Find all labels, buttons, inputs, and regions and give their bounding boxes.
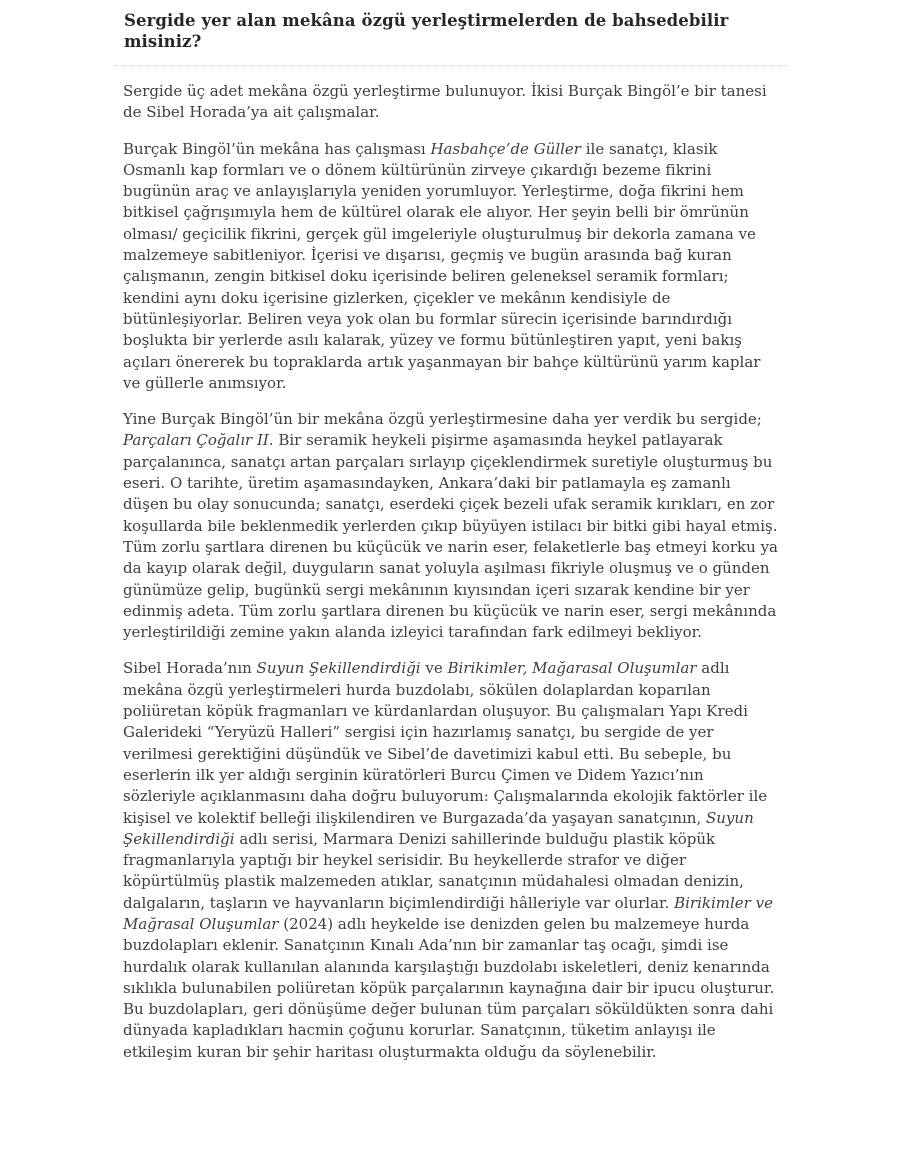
artwork-title-text: Hasbahçe’de Güller <box>430 139 581 158</box>
paragraph-text-segment: Burçak Bingöl’ün mekâna has çalışması <box>123 139 431 158</box>
paragraph-text-segment: . Bir seramik heykeli pişirme aşamasında heykel patlayarak parçalanınca, sanatçı artan parçaları sırlayıp çiçeklendirmek suretiyle oluşturmuş bu eseri. O tarihte, üretim aşamasındayken, Ankara’daki bir patlamayla eş zamanlı düşen bu olay sonucunda; sanatçı, eserdeki çiçek bezeli ufak seramik kırıkları, en zor koşullarda bile beklenmedik yerlerden çıkıp büyüyen istilacı bir bitki gibi hayal etmiş. Tüm zorlu şartlara direnen bu küçücük ve narin eser, felaketlerle baş etmeyi korku ya da kayıp olarak değil, duyguların sanat yoluyla aşılması fikriyle oluşmuş ve o günden günümüze gelip, bugünkü sergi mekânının kıyısından içeri sızarak kendine bir yer edinmiş adeta. Tüm zorlu şartlara direnen bu küçücük ve narin eser, sergi mekânında yerleştirildiği zemine yakın alanda izleyici tarafından fark edilmeyi bekliyor. <box>123 431 778 642</box>
paragraph <box>123 81 780 124</box>
paragraph-text-segment: ve <box>420 659 448 678</box>
paragraph-text-segment: Sibel Horada’nın <box>123 659 257 678</box>
artwork-title-text: Suyun Şekillendirdiği <box>123 808 754 848</box>
artwork-title-text: Suyun Şekillendirdiği <box>256 659 421 678</box>
paragraph-text-segment: adlı mekâna özgü yerleştirmeleri hurda buzdolabı, sökülen dolaplardan koparılan poliüretan köpük fragmanları ve kürdanlardan oluşuyor. Bu çalışmaları Yapı Kredi Galerideki “Yeryüzü Halleri” sergisi için hazırlamış sanatçı, bu sergide de yer verilmesi gerektiğini düşündük ve Sibel’de davetimizi kabul etti. Bu sebeple, bu eserlerin ilk yer aldığı serginin küratörleri Burcu Çimen ve Didem Yazıcı’nın sözleriyle açıklanmasını daha doğru buluyorum: Çalışmalarında ekolojik faktörler ile kişisel ve kolektif belleği ilişkilendiren ve Burgazada’da yaşayan sanatçının, <box>123 659 768 827</box>
artwork-title-text: Birikimler, Mağarasal Oluşumlar <box>447 659 697 678</box>
paragraph-text-segment: ile sanatçı, klasik Osmanlı kap formları ve o dönem kültürünün zirveye çıkardığı bezeme fikrini bugünün araç ve anlayışlarıyla yeniden yorumluyor. Yerleştirme, doğa fikrini hem bitkisel çağrışımıyla hem de kültürel olarak ele alıyor. Her şeyin belli bir ömrünün olması/ geçicilik fikrini, gerçek gül imgeleriyle oluşturulmuş bir dekorla zamana ve malzemeye sabitleniyor. İçerisi ve dışarısı, geçmiş ve bugün arasında bağ kuran çalışmanın, zengin bitkisel doku içerisinde beliren geleneksel seramik formları; kendini aynı doku içerisine gizlerken, çiçekler ve mekânın kendisiyle de bütünleşiyorlar. Beliren veya yok olan bu formlar sürecin içerisinde barındırdığı boşlukta bir yerlerde asılı kalarak, yüzey ve formu bütünleştiren yapıt, yeni bakış açıları önererek bu topraklarda artık yaşanmayan bir bahçe kültürünü yarım kaplar ve güllerle anımsıyor. <box>123 139 761 392</box>
artwork-title-text: Parçaları Çoğalır II <box>123 431 269 450</box>
question-heading: Sergide yer alan mekâna özgü yerleştirmelerden de bahsedebilir misiniz? <box>124 11 729 51</box>
paragraph-text-segment: Sergide üç adet mekâna özgü yerleştirme bulunuyor. İkisi Burçak Bingöl’e bir tanesi de Sibel Horada’ya ait çalışmalar. <box>123 82 767 122</box>
paragraph-text-segment: adlı serisi, Marmara Denizi sahillerinde bulduğu plastik köpük fragmanlarıyla yaptığı bir heykel serisidir. Bu heykellerde strafor ve diğer köpürtülmüş plastik malzemeden atıklar, sanatçının müdahalesi olmadan denizin, dalgaların, taşların ve hayvanların biçimlendirdiği hâlleriyle var olurlar. <box>123 829 744 912</box>
paragraph <box>123 409 780 643</box>
paragraph-text-segment: (2024) adlı heykelde ise denizden gelen bu malzemeye hurda buzdolapları eklenir. Sanatçının Kınalı Ada’nın bir zamanlar taş ocağı, şimdi ise hurdalık olarak kullanılan alanında karşılaştığı buzdolabı iskeletleri, deniz kenarında sıklıkla bulunabilen poliüretan köpük parçalarının kaynağına dair bir ipucu oluşturur. Bu buzdolapları, geri dönüşüme değer bulunan tüm parçaları söküldükten sonra dahi dünyada kapladıkları hacmin çoğunu korurlar. Sanatçının, tüketim anlayışı ile etkileşim kuran bir şehir haritası oluşturmakta olduğu da söylenebilir. <box>123 914 775 1061</box>
dotted-separator <box>115 65 787 66</box>
interview-article <box>123 0 780 1078</box>
artwork-title-text: Birikimler ve Mağrasal Oluşumlar <box>123 893 773 933</box>
paragraph <box>123 139 780 395</box>
paragraph <box>123 658 780 1063</box>
answer-body <box>123 81 780 1063</box>
paragraph-text-segment: Yine Burçak Bingöl’ün bir mekâna özgü yerleştirmesine daha yer verdik bu sergide; <box>123 410 762 429</box>
